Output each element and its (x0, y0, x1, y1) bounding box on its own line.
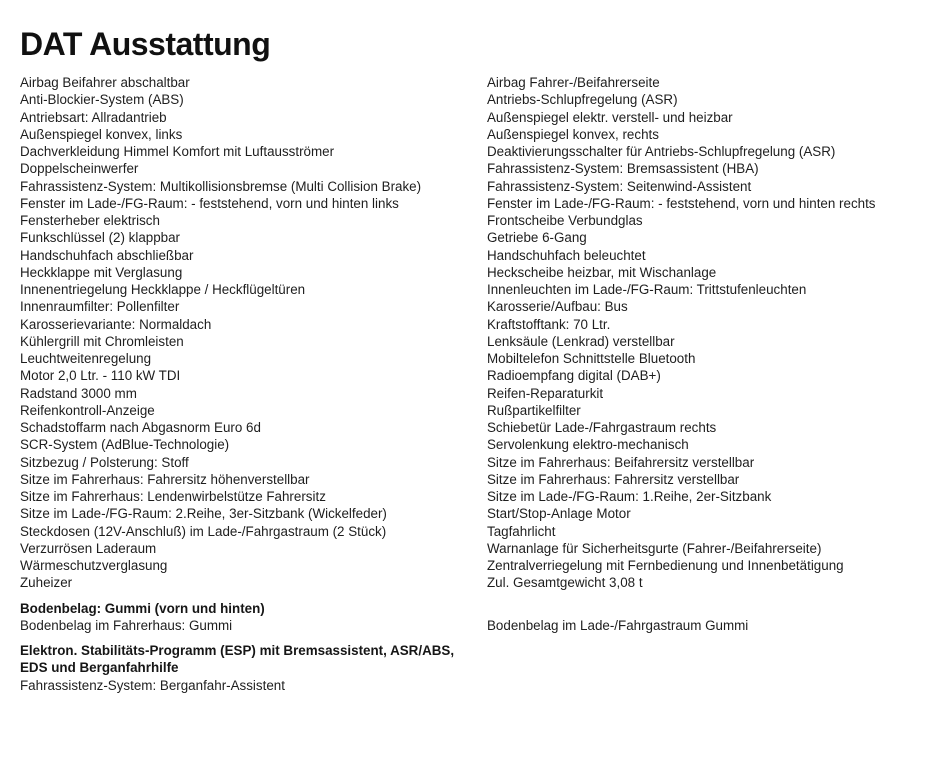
equipment-item-right: Bodenbelag im Lade-/Fahrgastraum Gummi (487, 617, 749, 633)
equipment-row (20, 488, 936, 505)
equipment-item-right: Mobiltelefon Schnittstelle Bluetooth (487, 351, 696, 366)
section-main-equipment (20, 74, 936, 592)
equipment-item-left: Antriebsart: Allradantrieb (20, 109, 167, 125)
equipment-row (20, 557, 936, 574)
equipment-item-right: Außenspiegel elektr. verstell- und heizbar (487, 109, 733, 125)
equipment-item-right: Rußpartikelfilter (487, 402, 581, 418)
equipment-item-right: Kraftstofftank: 70 Ltr. (487, 316, 611, 332)
equipment-row (20, 247, 936, 264)
equipment-item-left: Sitze im Fahrerhaus: Lendenwirbelstütze Fahrersitz (20, 489, 326, 504)
equipment-list (20, 74, 936, 694)
equipment-row (20, 617, 936, 634)
equipment-item-left: Bodenbelag: Gummi (vorn und hinten) (20, 600, 265, 616)
equipment-item-right: Fahrassistenz-System: Seitenwind-Assistent (487, 178, 752, 194)
equipment-item-right: Außenspiegel konvex, rechts (487, 126, 659, 142)
equipment-row (20, 74, 936, 91)
equipment-item-left: Heckklappe mit Verglasung (20, 264, 183, 280)
equipment-item-left: Airbag Beifahrer abschaltbar (20, 75, 190, 90)
equipment-item-right: Zentralverriegelung mit Fernbedienung und Innenbetätigung (487, 558, 844, 573)
equipment-item-left: Leuchtweitenregelung (20, 351, 152, 366)
equipment-item-left: Sitze im Fahrerhaus: Fahrersitz höhenverstellbar (20, 471, 310, 487)
equipment-row (20, 229, 936, 246)
equipment-item-right: Sitze im Fahrerhaus: Fahrersitz verstellbar (487, 471, 740, 487)
equipment-item-right: Heckscheibe heizbar, mit Wischanlage (487, 264, 717, 280)
equipment-item-right: Innenleuchten im Lade-/FG-Raum: Trittstufenleuchten (487, 282, 807, 297)
equipment-item-left: Bodenbelag im Fahrerhaus: Gummi (20, 617, 233, 633)
equipment-row (20, 195, 936, 212)
equipment-row (20, 264, 936, 281)
equipment-item-right: Zul. Gesamtgewicht 3,08 t (487, 575, 643, 591)
equipment-row (20, 316, 936, 333)
equipment-row (20, 298, 936, 315)
equipment-item-right: Handschuhfach beleuchtet (487, 247, 646, 263)
equipment-row (20, 160, 936, 177)
section-bodenbelag (20, 600, 936, 635)
equipment-item-right: Fahrassistenz-System: Bremsassistent (HBA) (487, 161, 759, 177)
equipment-row (20, 333, 936, 350)
equipment-row (20, 143, 936, 160)
equipment-row (20, 642, 936, 677)
equipment-item-left: Kühlergrill mit Chromleisten (20, 333, 184, 349)
equipment-item-right: Airbag Fahrer-/Beifahrerseite (487, 75, 660, 90)
equipment-item-right: Sitze im Fahrerhaus: Beifahrersitz verstellbar (487, 454, 755, 470)
equipment-row (20, 91, 936, 108)
equipment-item-left: Anti-Blockier-System (ABS) (20, 92, 184, 108)
equipment-item-left: Dachverkleidung Himmel Komfort mit Luftausströmer (20, 144, 335, 159)
equipment-item-left: Fenster im Lade-/FG-Raum: - feststehend, vorn und hinten links (20, 195, 399, 211)
equipment-row (20, 677, 936, 694)
equipment-item-right: Servolenkung elektro-mechanisch (487, 437, 689, 453)
equipment-item-left: Zuheizer (20, 575, 73, 591)
equipment-item-right: Radioempfang digital (DAB+) (487, 368, 661, 384)
equipment-item-left: Steckdosen (12V-Anschluß) im Lade-/Fahrgastraum (2 Stück) (20, 523, 387, 539)
equipment-item-right: Start/Stop-Anlage Motor (487, 506, 631, 522)
section-esp (20, 642, 936, 694)
equipment-row (20, 281, 936, 298)
equipment-row (20, 212, 936, 229)
equipment-item-right: Sitze im Lade-/FG-Raum: 1.Reihe, 2er-Sitzbank (487, 489, 772, 504)
equipment-item-right: Reifen-Reparaturkit (487, 385, 604, 401)
equipment-item-right: Deaktivierungsschalter für Antriebs-Schlupfregelung (ASR) (487, 144, 836, 159)
equipment-item-left: Motor 2,0 Ltr. - 110 kW TDI (20, 368, 181, 384)
equipment-row (20, 350, 936, 367)
equipment-item-left: Reifenkontroll-Anzeige (20, 402, 155, 418)
equipment-item-right: Lenksäule (Lenkrad) verstellbar (487, 333, 675, 349)
equipment-row (20, 523, 936, 540)
equipment-row (20, 126, 936, 143)
equipment-item-left: SCR-System (AdBlue-Technologie) (20, 437, 230, 453)
equipment-item-left: Funkschlüssel (2) klappbar (20, 230, 181, 246)
equipment-item-right: Warnanlage für Sicherheitsgurte (Fahrer-/Beifahrerseite) (487, 540, 822, 556)
equipment-row (20, 505, 936, 522)
equipment-item-left: Elektron. Stabilitäts-Programm (ESP) mit Bremsassistent, ASR/ABS, EDS und Berganfahrhilfe (20, 643, 455, 676)
equipment-item-right: Tagfahrlicht (487, 523, 556, 539)
equipment-row (20, 600, 936, 617)
equipment-item-left: Verzurrösen Laderaum (20, 540, 157, 556)
equipment-item-right: Schiebetür Lade-/Fahrgastraum rechts (487, 420, 717, 435)
equipment-row (20, 419, 936, 436)
equipment-item-right: Frontscheibe Verbundglas (487, 213, 643, 228)
equipment-item-right: Karosserie/Aufbau: Bus (487, 299, 628, 315)
equipment-item-left: Innenentriegelung Heckklappe / Heckflügeltüren (20, 282, 306, 297)
equipment-item-left: Fahrassistenz-System: Multikollisionsbremse (Multi Collision Brake) (20, 178, 422, 194)
equipment-row (20, 178, 936, 195)
equipment-row (20, 385, 936, 402)
equipment-item-left: Fensterheber elektrisch (20, 213, 160, 228)
equipment-item-right: Fenster im Lade-/FG-Raum: - feststehend, vorn und hinten rechts (487, 195, 876, 211)
equipment-row (20, 471, 936, 488)
equipment-row (20, 367, 936, 384)
equipment-item-left: Doppelscheinwerfer (20, 161, 139, 177)
equipment-item-left: Wärmeschutzverglasung (20, 558, 168, 573)
equipment-row (20, 402, 936, 419)
equipment-item-left: Radstand 3000 mm (20, 385, 137, 401)
equipment-row (20, 454, 936, 471)
equipment-item-left: Sitze im Lade-/FG-Raum: 2.Reihe, 3er-Sitzbank (Wickelfeder) (20, 506, 387, 522)
equipment-item-right: Getriebe 6-Gang (487, 230, 587, 246)
equipment-row (20, 436, 936, 453)
equipment-item-right: Antriebs-Schlupfregelung (ASR) (487, 92, 678, 108)
equipment-item-left: Sitzbezug / Polsterung: Stoff (20, 454, 189, 470)
equipment-item-left: Handschuhfach abschließbar (20, 247, 194, 263)
equipment-item-left: Schadstoffarm nach Abgasnorm Euro 6d (20, 420, 261, 435)
page-title: DAT Ausstattung (20, 26, 271, 62)
equipment-row (20, 109, 936, 126)
equipment-row (20, 574, 936, 591)
equipment-item-left: Außenspiegel konvex, links (20, 126, 183, 142)
equipment-row (20, 540, 936, 557)
equipment-item-left: Karosserievariante: Normaldach (20, 316, 212, 332)
equipment-item-left: Fahrassistenz-System: Berganfahr-Assistent (20, 677, 285, 693)
equipment-item-left: Innenraumfilter: Pollenfilter (20, 299, 180, 315)
